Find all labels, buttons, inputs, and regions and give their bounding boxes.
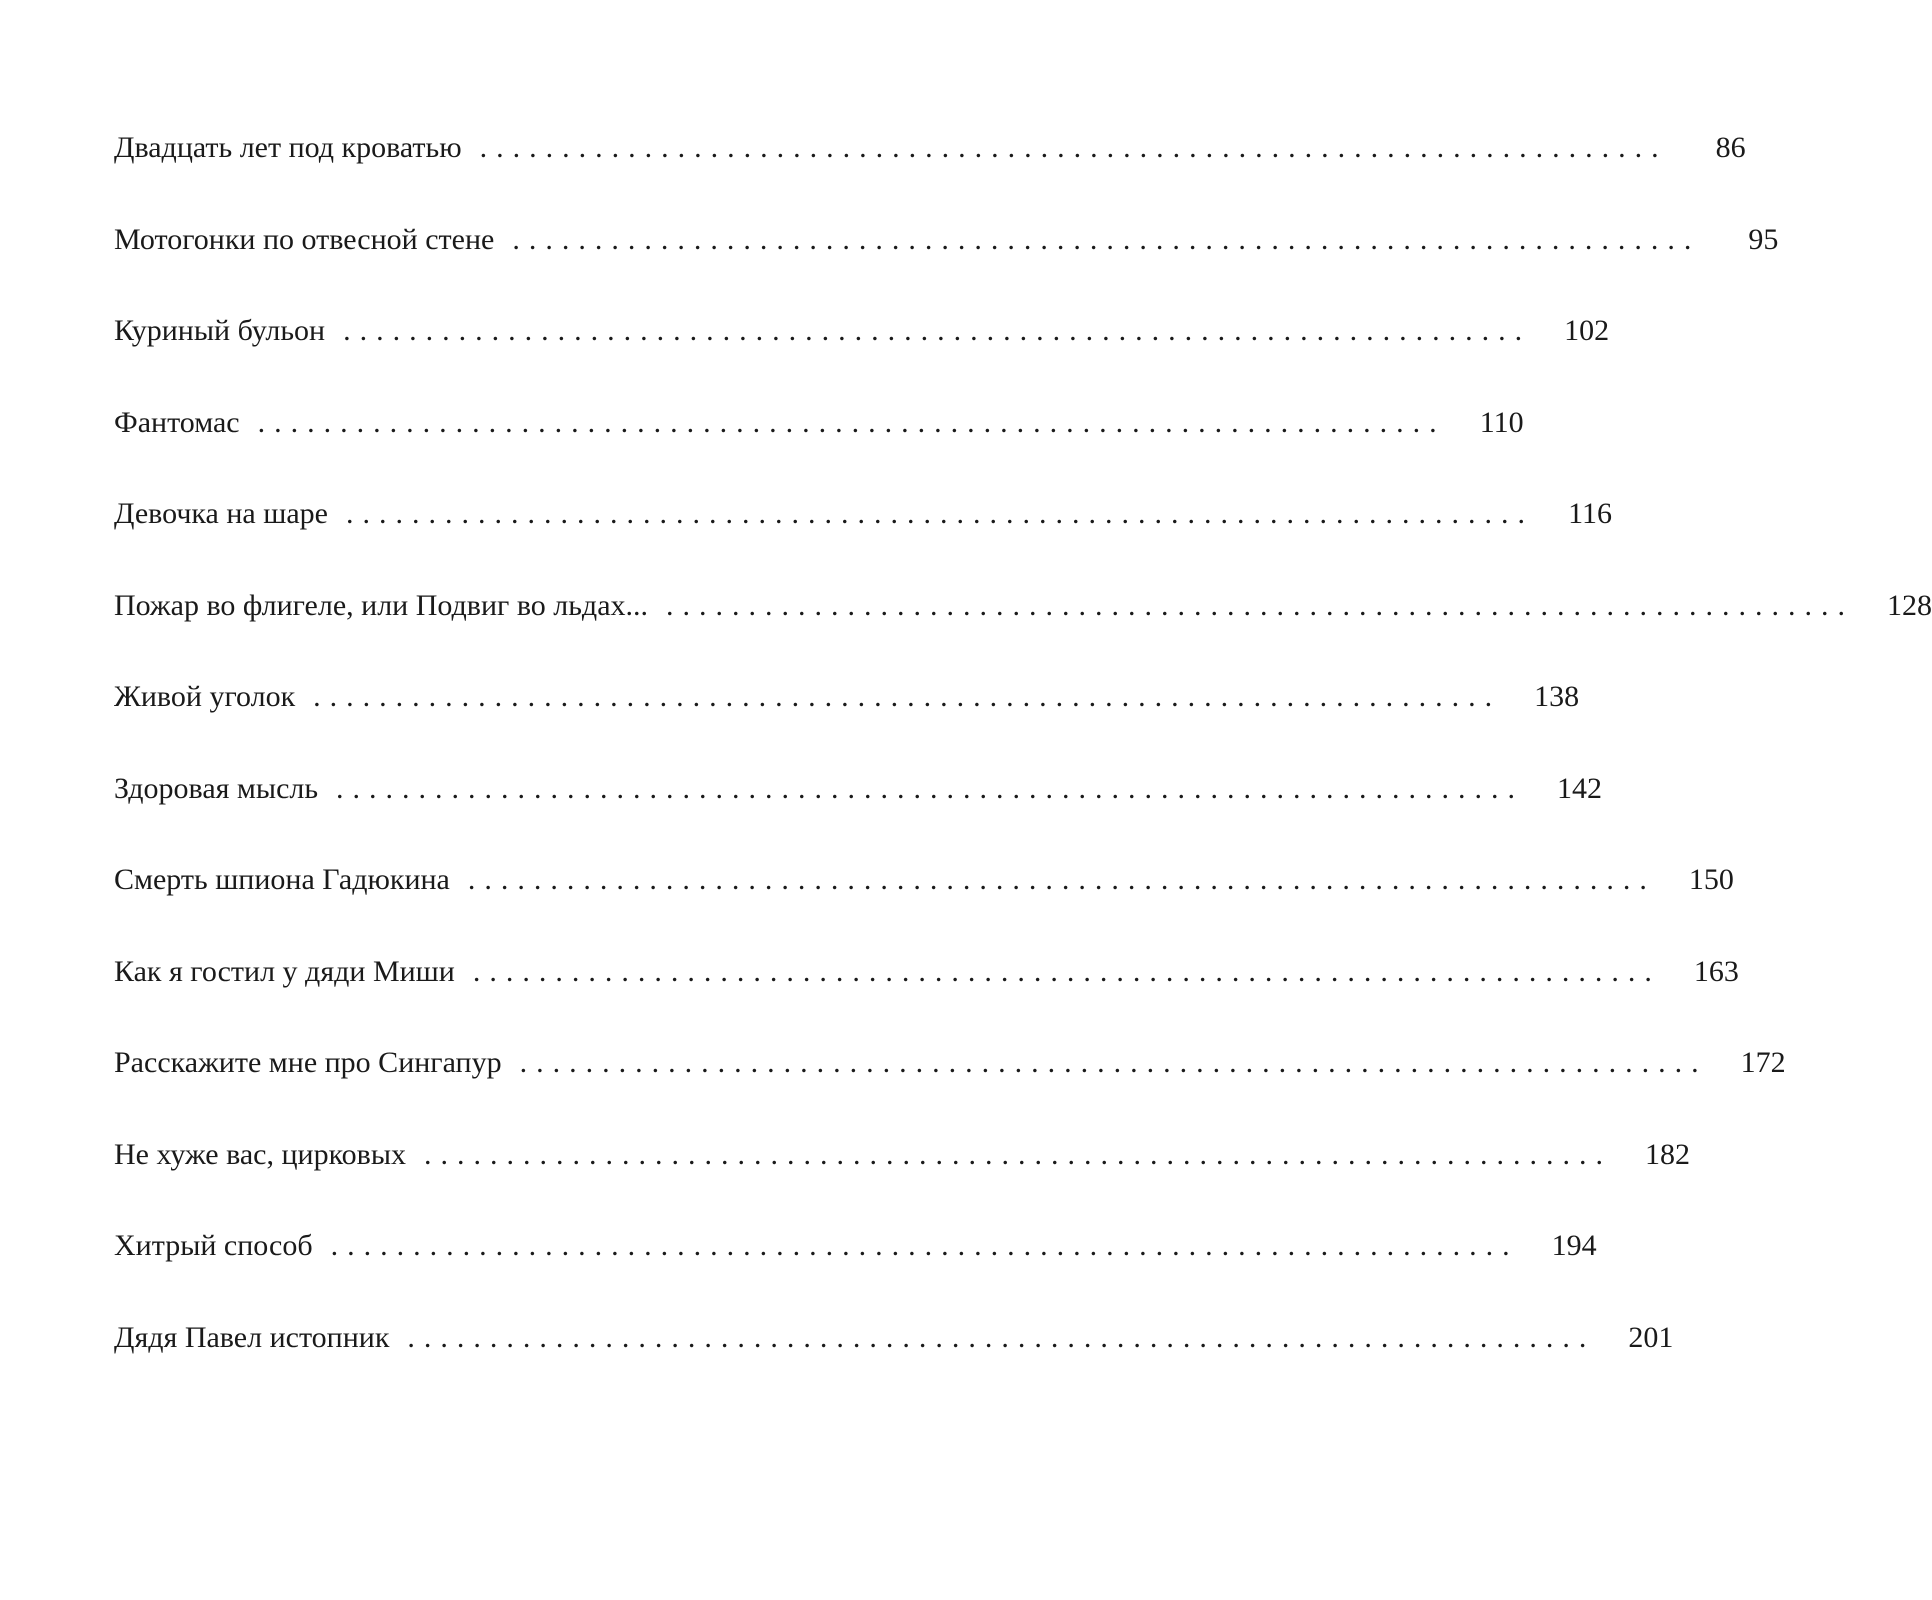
toc-dot-leader: ........................................................................ [257, 405, 1446, 439]
toc-entry [114, 1043, 1786, 1135]
toc-entry [114, 311, 1610, 403]
toc-dot-leader: ........................................................................ [472, 954, 1661, 988]
toc-entry-title: Хитрый способ [114, 1229, 313, 1262]
table-of-contents [114, 128, 1932, 1409]
toc-dot-leader: ........................................................................ [519, 1046, 1708, 1079]
toc-entry-title: Девочка на шаре [114, 497, 328, 530]
toc-entry [114, 403, 1524, 495]
toc-entry [114, 952, 1739, 1044]
toc-entry-page: 102 [1564, 314, 1610, 347]
toc-entry-title: Смерть шпиона Гадюкина [114, 863, 450, 896]
toc-entry-page: 142 [1557, 771, 1603, 805]
toc-entry-page: 110 [1479, 405, 1524, 439]
toc-entry-page: 201 [1628, 1320, 1674, 1354]
toc-dot-leader: ........................................................................ [336, 771, 1525, 805]
toc-dot-leader: ........................................................................ [423, 1137, 1612, 1171]
toc-entry-title: Как я гостил у дяди Миши [114, 954, 455, 988]
toc-entry [114, 677, 1580, 769]
toc-entry [114, 860, 1734, 952]
toc-entry [114, 769, 1603, 861]
toc-dot-leader: ........................................................................ [345, 497, 1534, 530]
toc-entry-page: 128 [1887, 588, 1932, 622]
toc-entry [114, 128, 1746, 220]
toc-entry-page: 95 [1748, 222, 1779, 256]
toc-entry-page: 138 [1534, 680, 1580, 713]
toc-entry-page: 194 [1551, 1229, 1597, 1262]
toc-entry-page: 150 [1688, 863, 1734, 896]
toc-entry [114, 586, 1932, 678]
toc-dot-leader: ........................................................................ [313, 680, 1502, 713]
toc-entry [114, 1226, 1597, 1318]
toc-dot-leader: ........................................................................ [407, 1320, 1596, 1354]
toc-entry [114, 494, 1612, 586]
toc-entry-title: Куриный бульон [114, 314, 326, 347]
toc-entry-title: Не хуже вас, цирковых [114, 1137, 406, 1171]
toc-entry-page: 116 [1568, 497, 1612, 530]
toc-dot-leader: ........................................................................ [343, 314, 1532, 347]
toc-entry-title: Дядя Павел истопник [114, 1320, 390, 1354]
toc-entry-title: Расскажите мне про Сингапур [114, 1046, 502, 1079]
toc-entry-title: Здоровая мысль [114, 771, 319, 805]
toc-dot-leader: ........................................................................ [467, 863, 1656, 896]
toc-entry-page: 163 [1693, 954, 1739, 988]
toc-entry-page: 86 [1715, 131, 1746, 164]
toc-dot-leader: ........................................................................ [330, 1229, 1519, 1262]
toc-entry-title: Двадцать лет под кроватью [114, 131, 462, 164]
toc-entry-page: 172 [1740, 1046, 1786, 1079]
toc-dot-leader: ........................................................................ [666, 588, 1855, 622]
toc-dot-leader: ........................................................................ [512, 222, 1701, 256]
toc-entry-page: 182 [1644, 1137, 1690, 1171]
toc-entry [114, 1135, 1690, 1227]
toc-entry-title: Живой уголок [114, 680, 296, 713]
toc-entry-title: Мотогонки по отвесной стене [114, 222, 495, 256]
toc-dot-leader: ........................................................................ [479, 131, 1668, 164]
toc-entry-title: Фантомас [114, 405, 240, 439]
toc-entry [114, 220, 1779, 312]
toc-entry-title: Пожар во флигеле, или Подвиг во льдах... [114, 588, 649, 622]
toc-entry [114, 1318, 1674, 1410]
